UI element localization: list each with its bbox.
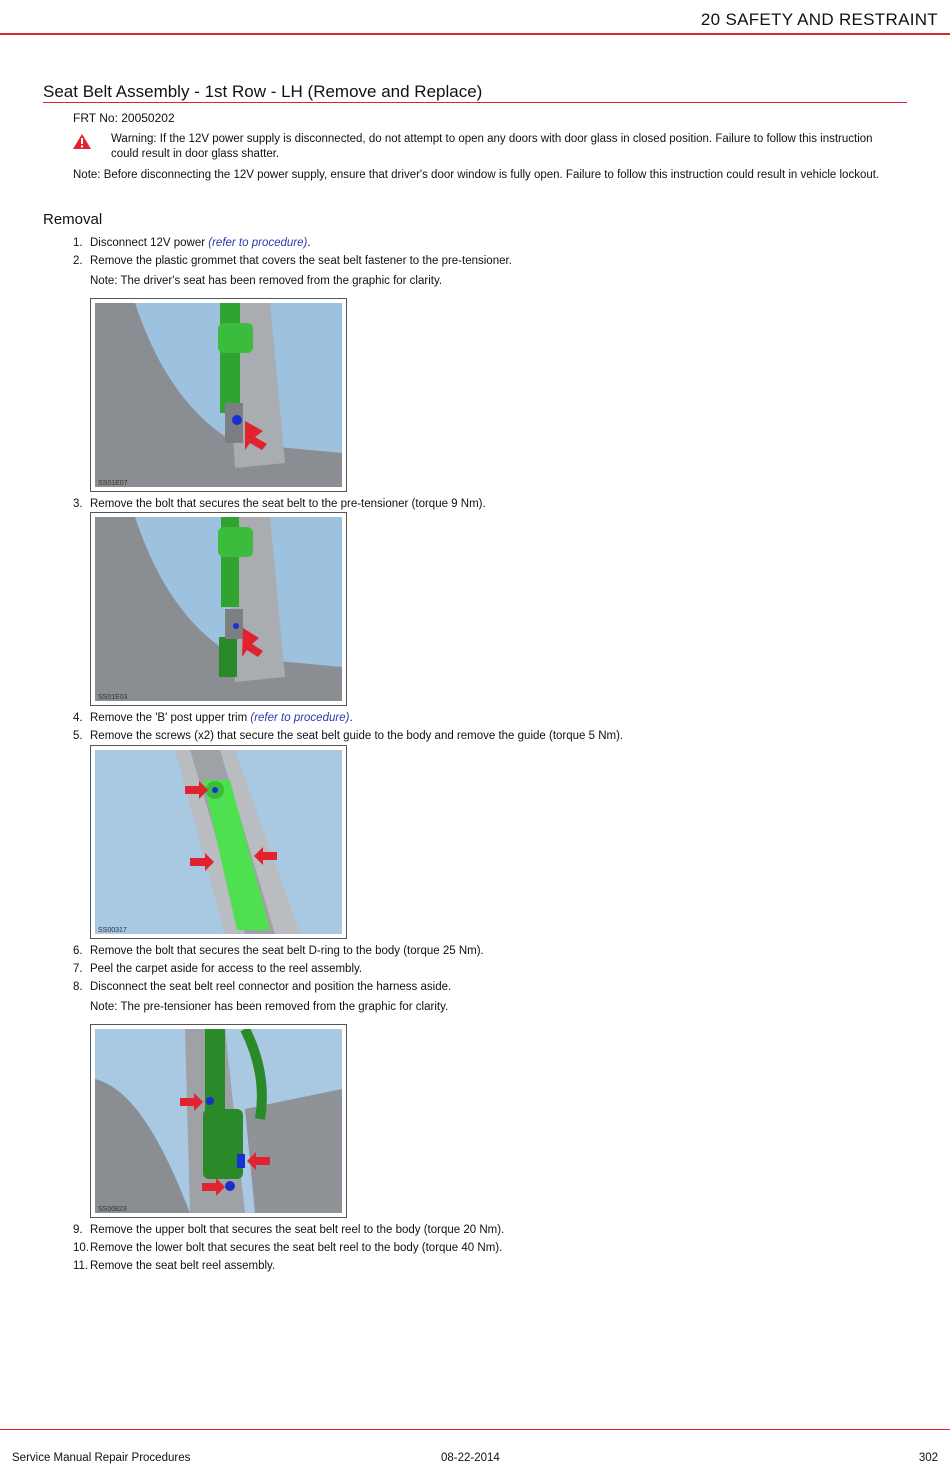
step-item: 5. Remove the screws (x2) that secure the seat belt guide to the body and remove the guide (torque 5 Nm).	[73, 730, 624, 742]
refer-to-procedure-link[interactable]: (refer to procedure)	[208, 237, 308, 249]
step-item: 2. Remove the plastic grommet that covers the seat belt fastener to the pre-tensioner.	[73, 255, 512, 267]
page-title: Seat Belt Assembly - 1st Row - LH (Remove and Replace)	[43, 82, 483, 101]
frt-number: FRT No: 20050202	[73, 111, 175, 125]
footer-date: 08-22-2014	[441, 1452, 500, 1464]
step-item: 7. Peel the carpet aside for access to the reel assembly.	[73, 963, 363, 975]
step-item: 6. Remove the bolt that secures the seat belt D-ring to the body (torque 25 Nm).	[73, 945, 484, 957]
figure-reel-assembly	[90, 1024, 347, 1218]
svg-text:SS01E03: SS01E03	[98, 694, 128, 701]
svg-text:SS00317: SS00317	[98, 927, 127, 934]
figure-pretensioner-bolt	[90, 512, 347, 706]
page-number: 302	[918, 1452, 938, 1464]
note-seat-removed: Note: The driver's seat has been removed from the graphic for clarity.	[90, 275, 443, 287]
warning-body: If the 12V power supply is disconnected, do not attempt to open any doors with door glass in closed position. Failure to follow this instruction could result in door glass shatter.	[111, 133, 873, 160]
figure-grommet	[90, 298, 347, 492]
step-item: 9. Remove the upper bolt that secures the seat belt reel to the body (torque 20 Nm).	[73, 1224, 505, 1236]
svg-text:SS00823: SS00823	[98, 1206, 127, 1213]
footer-divider	[0, 1429, 950, 1430]
refer-to-procedure-link[interactable]: (refer to procedure)	[250, 712, 350, 724]
step-item: 4. Remove the 'B' post upper trim (refer to procedure).	[73, 712, 353, 724]
title-divider	[43, 102, 907, 103]
step-item: 11. Remove the seat belt reel assembly.	[73, 1260, 276, 1272]
warning-text	[111, 132, 901, 162]
section-header: 20 SAFETY AND RESTRAINT	[700, 10, 938, 29]
note-body: Before disconnecting the 12V power supply, ensure that driver's door window is fully open. Failure to follow this instruction could result in vehicle lockout.	[100, 169, 880, 181]
step-item: 3. Remove the bolt that secures the seat belt to the pre-tensioner (torque 9 Nm).	[73, 498, 486, 510]
note-label: Note:	[73, 169, 101, 181]
footer-doc-title: Service Manual Repair Procedures	[12, 1452, 191, 1464]
top-divider	[0, 33, 950, 35]
warning-icon	[73, 134, 91, 149]
figure-belt-guide	[90, 745, 347, 939]
note-pretensioner-removed: Note: The pre-tensioner has been removed from the graphic for clarity.	[90, 1001, 449, 1013]
warning-label: Warning:	[111, 133, 157, 145]
svg-text:SS01E07: SS01E07	[98, 480, 128, 487]
step-item: 8. Disconnect the seat belt reel connector and position the harness aside.	[73, 981, 452, 993]
note-lockout	[73, 168, 903, 183]
step-item: 10.Remove the lower bolt that secures the seat belt reel to the body (torque 40 Nm).	[73, 1242, 503, 1254]
removal-heading: Removal	[43, 211, 103, 228]
step-item: 1. Disconnect 12V power (refer to procedure).	[73, 237, 311, 249]
